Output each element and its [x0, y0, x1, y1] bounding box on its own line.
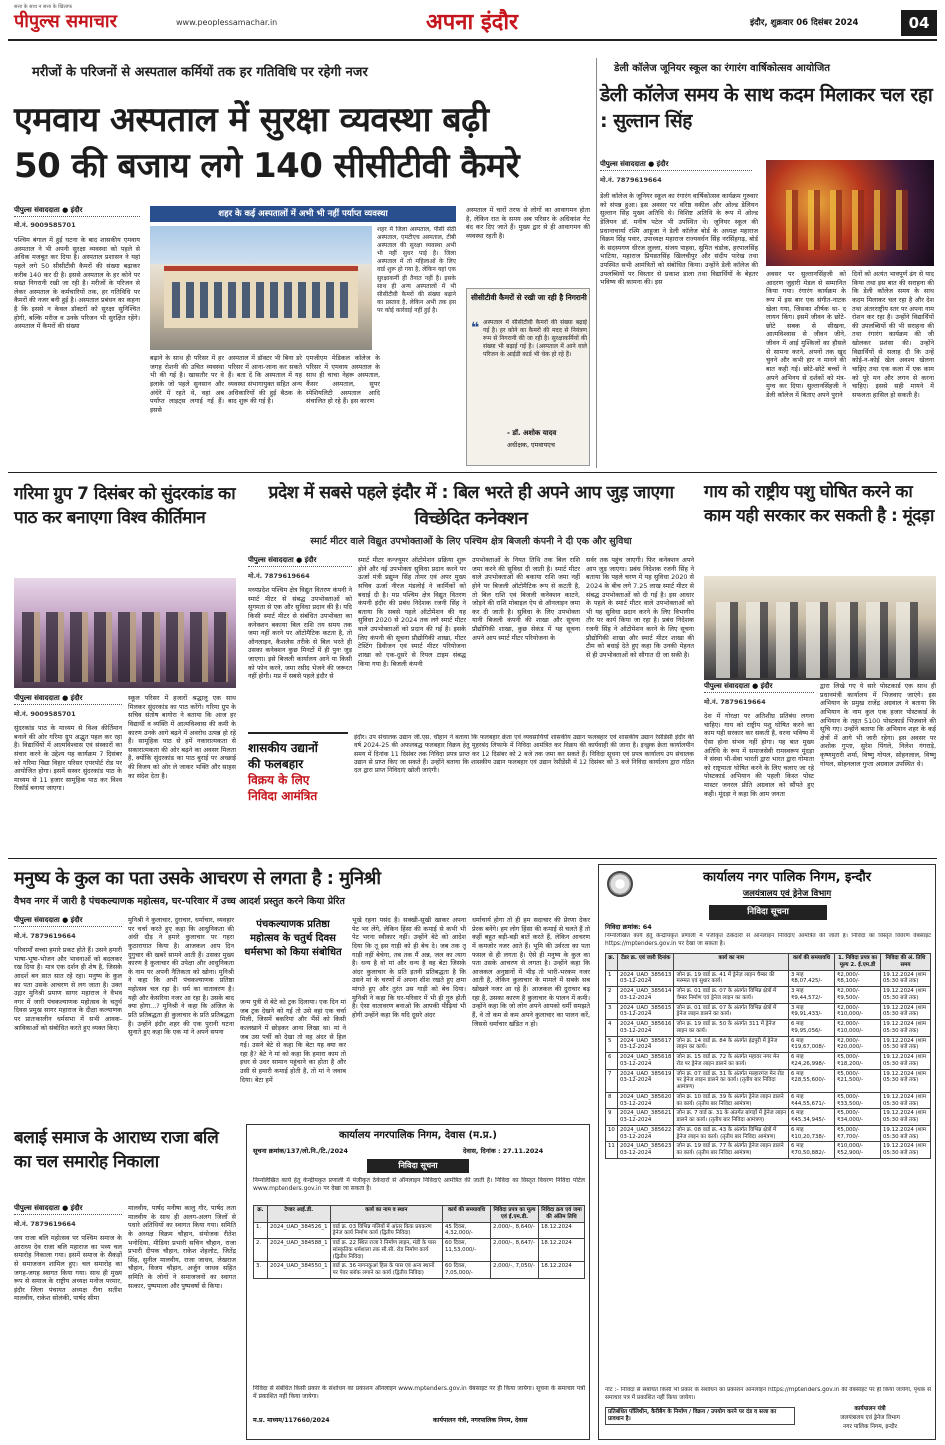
bill-subhead: स्मार्ट मीटर वाले विद्युत उपभोक्ताओं के लिए पश्चिम क्षेत्र बिजली कंपनी ने दी एक और सुविधा	[310, 536, 632, 547]
muni-column-1: परिवार्मों सच्चा हमारे प्रकट होते हैं। उसने हमारी भाषा-भूषा-भोजन और भावनाओं को बदलकर रख दिया है। मात्र एक दर्शन ही शेष है, जिसके आदर्श बन सात सात रहे रहा। मनुष्य के कुल का पता उसके आचरण से लग जाता है। उक्त उद्गार मुनिश्री प्रमाण सागर महाराज ने वैभव नगर में जारी पंचकल्याणक महोत्सव के चतुर्थ दिवस प्रमुख सागर महाराज के दीक्षा कल्याणक पर प्रातःकालीन धर्मसभा में सभी आवक-श्राविकाओं को संबोधित करते हुए व्यक्त किए।	[14, 946, 122, 1032]
lead-subhead: शहर के कई अस्पतालों में अभी भी नहीं पर्याप्त व्यवस्था	[150, 206, 456, 222]
imc-column-header: क्र.	[606, 954, 618, 971]
lead-side-text: शहर में जिला अस्पताल, पीसी सेठी अस्पताल, एमटीएच अस्पताल, टीबी अस्पताल की सुरक्षा व्यवस्था अभी भी नहीं सुधर पाई है। जिला अस्पताल में तो महिलाओं के लिए वार्ड शुरू हो गया है, लेकिन यहां एक सुरक्षाकर्मी ही तैनात नहीं है। इसके साथ ही अन्य अस्पतालों में भी सीसीटीवी कैमरों की संख्या बढ़ाने का प्रस्ताव है, लेकिन अभी तक इस पर कोई कार्रवाई नहीं हुई है।	[377, 226, 456, 314]
imc-table-cell: 6 माह ₹9,95,056/-	[789, 1020, 835, 1037]
imc-title: कार्यालय नगर पालिक निगम, इन्दौर	[702, 870, 872, 885]
imc-table-cell: जोन क्र. 01 वार्ड क्र. 07 के अंतर्गत विभिन्न क्षेत्रों में ड्रेनेज लाइन डालने का कार्य।	[674, 1003, 789, 1020]
bali-headline: बलाई समाज के आराध्य राजा बलि का चल समारोह निकाला	[14, 1128, 219, 1172]
quote-title: सीसीटीवी कैमरों से रखी जा रही है निगरानी	[471, 293, 587, 302]
imc-table-cell: 2024_UAD_385622 03-12-2024	[618, 1125, 674, 1142]
dewas-column-header: कार्य का नाम व स्थान	[330, 1206, 442, 1223]
muni-column-2: मुनिश्री ने कुलाचार, दुराचार, धर्माचार, व्यवहार पर चर्चा करते हुए कहा कि आधुनिकता की अंधी दौड़ ने हमारे कुलाचार पर गहरा कुठाराघात किया है। आजकल आप दिन दुगुचार की खबरें सामने आती हैं। उसका मुख्य कारण है कुलाचार की उपेक्षा और आधुनिकता के नाम पर अपनी नैतिकता को खोना। मुनिश्री ने कहा कि अभी पंचकल्याणक प्रतिष्ठा महोत्सव चल रहा है। धर्म का वातावरण है। यही और केसरिया नजर आ रहा है। उसके बाद क्या होगा...? मुनिश्री ने कहा कि अंजिल के प्रति प्रतिबद्धता ही कुलाचार के प्रति प्रतिबद्धता है। उन्होंने इंदौर शहर की एक पुरानी घटना सुनाते हुए कहा कि एक मां ने अपने सपना	[128, 916, 234, 1037]
dewas-table-cell: 2024_UAD_384526_1	[268, 1222, 331, 1239]
dewas-band: निविदा सूचना	[367, 1159, 469, 1173]
bill-column-2: स्मार्ट मीटर कन्ज्यूमर ऑटोमेशन प्रक्रिया शुरू होने और नई उपभोक्ता सुविधा प्रदान करने पर ऊर्जा मंत्री प्रद्युम्न सिंह तोमर एवं अपर मुख्य सचिव ऊर्जा नीरज मंडलोई ने कार्मिकों को बधाई दी है। मप्र पश्चिम क्षेत्र विद्युत वितरण कंपनी इंदौर की प्रबंध निदेशक रजनी सिंह ने बताया कि सबसे पहले ऑटोमेशन की यह सुविधा 2020 से 2024 तक लगे स्मार्ट मीटर वाले उपभोक्ताओं को प्रदान की गई है। इसके लिए कंपनी की सूचना प्रौद्योगिकी शाखा, मीटर टेस्टिंग डिवीजन एवं स्मार्ट मीटर परियोजना शाखा को एक-दूसरे से रियल टाइम संबद्ध किया गया है। बिजली कंपनी	[358, 556, 466, 668]
imc-emblem-icon	[607, 871, 633, 897]
imc-table-cell: ₹5,000/- ₹18,200/-	[835, 1053, 881, 1070]
imc-table-cell: 19.12.2024 (शाम 05:30 बजे तक)	[881, 1053, 931, 1070]
cow-byline: पीपुल्स संवाददाता ● इंदौर	[704, 682, 814, 693]
imc-table-cell: 2024_UAD_385620 03-12-2024	[618, 1092, 674, 1109]
dance-photo	[766, 160, 934, 266]
logo-tagline: सत्ता के साथ न सत्ता के खिलाफ	[14, 4, 73, 10]
bali-mobile: मो.नं. 7879619664	[14, 1220, 76, 1228]
imc-table-row	[606, 1109, 931, 1126]
lead-story	[12, 56, 592, 470]
imc-table-row	[606, 1020, 931, 1037]
daly-story	[598, 56, 936, 470]
dewas-table-cell: 1.	[254, 1222, 268, 1239]
bill-mobile: मो.नं. 7879619664	[248, 572, 310, 580]
imc-table-cell: जोन क्र. 14 वार्ड क्र. 84 के अंतर्गत इंद्रपुरी में ड्रेनेज लाइन का कार्य।	[674, 1036, 789, 1053]
imc-column-header: कार्य की समयावधि	[789, 954, 835, 971]
imc-table-cell: जोन क्र. 08 वार्ड क्र. 43 के अंतर्गत विभिन्न क्षेत्रों में ड्रेनेज लाइन का कार्य। (तृतीय बार निविदा आमंत्रण)	[674, 1125, 789, 1142]
dewas-table	[253, 1205, 585, 1279]
imc-table-cell: 6 माह ₹44,55,671/-	[789, 1092, 835, 1109]
imc-table-cell: 9	[606, 1109, 618, 1126]
imc-table-cell: 3 माह ₹9,44,572/-	[789, 987, 835, 1004]
dewas-table-cell: 2024_UAD_384550_1	[268, 1262, 331, 1279]
horticulture-line-2: की फलबहार	[248, 757, 304, 771]
imc-table-cell: 5	[606, 1036, 618, 1053]
imc-table-cell: 6 माह ₹24,26,998/-	[789, 1053, 835, 1070]
imc-column-header: कार्य का नाम	[674, 954, 789, 971]
bali-column-2: मालवीय, पार्षद मनीषा कालु गौर, पार्षद लता मालवीय के साथ ही अलग-अलग जिलों से पधारे अतिथियों का स्वागत किया गया। समिति के अध्यक्ष विक्रम चौहान, संयोजक रीतेश भनोदिया, मीडिया प्रभारी सचिन चौहान, राजा प्रभारी दीपक चौहान, राकेश शेहलोट, जितेंद्र सिंह, सुनील मालवीय, राजा जाधव, लेखराज चौहान, विजय चौहान, अर्जुन जाधव सहित समिति के लोगों ने समाजजनों का स्वागत सत्कार, पुष्पमाला और पुष्पवर्षा से किया।	[128, 1204, 236, 1290]
daly-column-3: दिनों को अत्यंत भावपूर्ण ढंग से याद किया तथा इस बात की सराहना की कि डेली कॉलेज समय के साथ कदम मिलाकर चल रहा है और देश तथा अंतरराष्ट्रीय स्तर पर अपना नाम रोशन कर रहा है। उन्होंने विद्यार्थियों की उपलब्धियों की भी सराहना की तथा रंगारंग कार्यक्रम की जी खोलकर प्रशंसा की। उन्होंने विद्यार्थियों से सलाह दी कि उन्हें कोई-न-कोई खेल अवश्य खेलना चाहिए तथा एक कला में एक काम को पूरे मन और लगन से करना चाहिए। इससे सही मायने में सफलता हासिल हो सकती है।	[852, 270, 934, 399]
imc-column-header: टेंडर क्र. एवं जारी दिनांक	[618, 954, 674, 971]
dewas-table-cell: 2.	[254, 1239, 268, 1262]
imc-table-cell: 2024_UAD_385621 03-12-2024	[618, 1109, 674, 1126]
bill-column-3: उपभोक्ताओं के नियत तिथि तक बिल राशि जमा करने की सुविधा दी जाती है। स्मार्ट मीटर वाले उपभोक्ताओं की बकाया राशि जमा नहीं होने पर बिजली ऑटोमैटिक रूप से कटती है, तो बिल राशि एवं बिजली कनेक्शन काटने, जोड़ने की राशि मोबाइल ऐप से ऑनलाइन जमा कर दी जाती है। सुविधा के लिए उपभोक्ता यानी बिजली कंपनी की शाखा और सूचना प्रौद्योगिकी शाखा, कुछ सेकंड में यह सूचना अपने आप स्मार्ट मीटर परियोजना के	[472, 556, 580, 642]
dewas-column-header: निविदा प्रपत्र का मूल्य एवं ई.एम.डी.	[491, 1206, 539, 1223]
imc-table-cell: 19.12.2024 (शाम 05:30 बजे तक)	[881, 1109, 931, 1126]
lead-headline-1: एमवाय अस्पताल में सुरक्षा व्यवस्था बढ़ी	[14, 100, 489, 140]
imc-table-cell: 6	[606, 1053, 618, 1070]
bali-story	[12, 1124, 238, 1440]
imc-table-cell: 3 माह ₹9,91,433/-	[789, 1003, 835, 1020]
dewas-table-cell: 3.	[254, 1262, 268, 1279]
lead-column-5: अस्पताल में चारों तरफ से लोगों का आवागमन होता है, लेकिन रात के समय अब परिसर के अधिकांश गेट बंद कर दिए जाते हैं। मुख्य द्वार से ही आवागमन की व्यवस्था रहती है।	[466, 206, 590, 240]
lead-column-3: अस्पताल में डॉक्टर भी बिना डरे परिसर में आना-जाना कर सकते हैं। बता दें कि अस्पताल में यह व्यवस्था संभागायुक्त सहित अन्य अधिकारियों की हुई बैठक के बाद शुरू की गई है।	[228, 354, 302, 406]
bali-column-1: जय राजा बलि महोत्सव पर पश्चिम समाज के आराध्य देव राजा बलि महाराज का भव्य चल समारोह निकाला गया। इसमें समाज के सैकड़ों से समाजजन शामिल हुए। चल समारोह का जगह-जगह स्वागत किया गया। साथ ही मुख्य रूप से समाज के राष्ट्रीय अध्यक्ष मनोज परमार, इंदौर जिला पंचायत अध्यक्ष रीना सतीश मालवीय, राकेश सोलंकी, पार्षद सीमा	[14, 1234, 122, 1303]
dewas-table-row	[254, 1262, 585, 1279]
imc-warning: प्रतिबंधित पॉलिथीन, कैरीबैग के निर्माण / विक्रय / उपयोग करने पर दंड व सजा का प्रावधान है।	[605, 1407, 795, 1425]
imc-table-row	[606, 1003, 931, 1020]
masthead-rule	[8, 39, 937, 41]
imc-table-cell: जोन क्र. 19 वार्ड क्र. 77 के अंतर्गत ड्रेनेज लाइन डालने का कार्य। (तृतीय बार निविदा आमंत्रण)	[674, 1142, 789, 1159]
dewas-column-header: टेण्डर आई.डी.	[268, 1206, 331, 1223]
column-divider	[596, 58, 597, 468]
imc-table-cell: 2024_UAD_385617 03-12-2024	[618, 1036, 674, 1053]
daly-mobile: मो.नं. 7879619664	[600, 176, 662, 184]
imc-table-cell: 19.12.2024 (शाम 05:30 बजे तक)	[881, 1069, 931, 1092]
stage-dancers	[786, 190, 916, 250]
muni-byline: पीपुल्स संवाददाता ● इंदौर	[14, 916, 122, 927]
muni-column-3: जन्म पुत्री से बेटे को ट्रक दिलाया। एक दिन मां जब ट्रक देखने को गई तो उसे वहां एक चर्चा मिली, जिसमें बकरियां और भैंसें को किसी कत्लखाने में छोड़कर आना लिखा था। मां ने जब उस पर्ची को देखा तो वह अंदर से हिल गई। उसने बेटे से कहा कि बेटा यह क्या कर रहा है? बेटे ने मां को कहा कि हमारा काम तो इधर से उधर सामान पहुंचाने का होता है और उसी से हमारी कमाई होती है, तो मां ने जवाब दिया। बेटा हमें	[240, 998, 346, 1084]
imc-table-cell: ₹2,000/- ₹20,000/-	[835, 1036, 881, 1053]
quote-author: - डॉ. अशोक यादव	[507, 429, 557, 437]
imc-table-row	[606, 1092, 931, 1109]
imc-signature-2: जलयंत्रालय एवं ड्रेनेज विभाग	[840, 1415, 900, 1421]
muni-story	[12, 862, 590, 1116]
dewas-table-cell: 45 दिवस, 4,32,000/-	[443, 1222, 491, 1239]
imc-table-cell: 19.12.2024 (शाम 05:30 बजे तक)	[881, 1036, 931, 1053]
cow-mobile: मो.नं. 7879619664	[704, 698, 766, 706]
dewas-table-cell: 2,000/-, 7,050/-	[491, 1262, 539, 1279]
indore-tender-notice	[598, 864, 936, 1440]
cow-column-1: देश में गोरक्षा पर अतिशीघ्र प्रतिबंध लगना चाहिए। गाय को राष्ट्रीय पशु घोषित करने का काम यही सरकार कर सकती है, वरना भविष्य में ऐसा होना संभव नहीं होगा। यह बात मुख्य अतिथि के रूप में समाजसेवी रामस्वरूप मूंदड़ा ने संस्था भी-सेवा भारती द्वारा भारत द्वारा गोमाता को राष्ट्रमाता घोषित करने के लिए चलाए जा रहे पोस्टकार्ड अभियान की पहली किस्त पोस्ट मास्टर जनरल प्रीति अग्रवाल को सौंपते हुए कही। मूंदड़ा ने कहा कि आम जनता	[704, 712, 814, 798]
dewas-ref-no: सूचना क्रमांक/137/लो.नि./टि./2024	[253, 1147, 348, 1155]
dewas-title: कार्यालय नगरपालिक निगम, देवास (म.प्र.)	[339, 1130, 497, 1141]
imc-signature-1: कार्यपालन यंत्री	[854, 1406, 886, 1412]
imc-table-cell: जोन क्र. 10 वार्ड क्र. 39 के अंतर्गत ड्रेनेज लाइन डालने का कार्य। (तृतीय बार निविदा आमंत्रण)	[674, 1092, 789, 1109]
muni-column-5: धर्माचार्य होगा तो ही हम सदाचार की प्रेरणा देकर प्रेरक बनेंगे। हम लोग हिंसा की कमाई से चलते हैं तो कहीं बहुत बड़ी-बड़ी बातें करते हैं, लेकिन आचरण में कमजोर नजर आते हैं। भूमि की उर्वरता का पता फसल से ही लगता है। ऐसे ही मनुष्य के कुल का पता उसके आचरण से लगता है। उन्होंने कहा कि आजकल अनुष्ठानों में भीड़ तो भारी-भरकम नजर आती है, लेकिन कुलाचार के मामले में सबके सब खोखले नजर आ रहे हैं। आजकल की दुराचार बढ़ रहा है, उसका कारण है कुलाचार के पालन में कमी। उन्होंने कहा कि जो लोग अपने आपको धर्मी समझते हैं, वे तो कम से कम अपने कुलाचार का पालन करें, जिससे धर्माचार खंडित न हो।	[472, 916, 590, 1028]
imc-table-header	[606, 954, 931, 971]
garima-headline: गरिमा ग्रुप 7 दिसंबर को सुंदरकांड का पाठ कर बनाएगा विश्व कीर्तिमान	[14, 484, 236, 528]
garima-byline: पीपुल्स संवाददाता ● इंदौर	[14, 694, 122, 705]
dewas-ref-date: देवास, दिनांक : 27.11.2024	[463, 1147, 544, 1155]
section-rule-2	[8, 858, 937, 859]
dewas-table-wrap	[253, 1205, 585, 1279]
imc-table-cell: 2024_UAD_385619 03-12-2024	[618, 1069, 674, 1092]
cow-column-2: द्वारा लिखे गए ये सारे पोस्टकार्ड एक साथ ही प्रधानमंत्री कार्यालय में भिजवाए जाएंगे। इस अभियान के प्रमुख राजेंद्र अग्रवाल ने बताया कि अभियान के नाम कुल एक हजार पोस्टकार्ड के अभियान के तहत 5100 पोस्टकार्ड भिजवाने की सूचि गए। उन्होंने बताया कि अभियान शहर के कई क्षेत्रों में आगे भी जारी रहेगा। इस अवसर पर अशोक गुप्ता, सुरेश पिंगले, निलेश गंगराड़े, कृष्णमुरारी शर्मा, विष्णु गोयल, सोहनलाल, विष्णु गोयल, सोहनलाल गुप्ता अग्रवाल उपस्थित थे।	[820, 682, 936, 768]
muni-subhead: वैभव नगर में जारी है पंचकल्याणक महोत्सव, घर-परिवार में उच्च आदर्श प्रस्तुत करने किया प्रेरित	[14, 896, 345, 907]
horticulture-line-1: शासकीय उद्यानों	[248, 741, 318, 755]
imc-table-cell: 8	[606, 1092, 618, 1109]
dewas-table-cell: 2024_UAD_384588_1	[268, 1239, 331, 1262]
dewas-column-header: निविदा क्रय एवं जमा की अंतिम तिथि	[539, 1206, 585, 1223]
dewas-column-header: कार्य की समयावधि	[443, 1206, 491, 1223]
imc-table-row	[606, 1036, 931, 1053]
bill-story	[246, 476, 694, 856]
imc-table-cell: 19.12.2024 (शाम 05:30 बजे तक)	[881, 987, 931, 1004]
newspaper-logo: पीपुल्स समाचार	[14, 11, 117, 32]
daly-column-2: अवसर पर सुल्तानसिंहजी को आदरण जुहारी मेडल से सम्मानित किया गया। रंगारंग कार्यक्रम के रूप में इस बार एक संगीत-नाटक खेला गया, जिसका शीर्षक था- द लायन किंग। इसमें जीवन के छोटे-छोटे सबक से सीखना, आत्मविश्वास से जीवन जीने, जीवन में आई मुश्किलों का हौसले से सामना करने, अपनों तक खुद चुनने और कभी हार न मानने की बात कही गई। छोटे-छोटे बच्चों ने अपने अभिनय से दर्शकों को मंत्र-मुग्ध कर दिया। सुल्तानसिंहजी ने डेली कॉलेज में बिताए अपने पुराने	[766, 270, 846, 399]
imc-table-cell: 2024_UAD_385613 03-12-2024	[618, 970, 674, 987]
lead-kicker: मरीजों के परिजनों से अस्पताल कर्मियों तक हर गतिविधि पर रहेगी नजर	[32, 65, 368, 80]
imc-table-cell: जोन क्र. 07 वार्ड क्र. 31 के अंतर्गत मल्हारगंज मेन रोड पर ड्रेनेज लाइन डालने का कार्य। (तृतीय बार निविदा आमंत्रण)	[674, 1069, 789, 1092]
imc-table-cell: 10	[606, 1125, 618, 1142]
muni-column-4: भूखे रहना पसंद है। सक्खी-सूखी खाकर अपना पेट भर लेंगे, लेकिन हिंसा की कमाई से कभी भी पेट भरना स्वीकार नहीं। उन्होंने बेटे को आदेश दिया कि तू इस गाड़ी को ही बेच दे। जब तक तू गाड़ी नहीं बेचेगा, तब तक मैं अन्न, जल का त्याग है। धन्य है वो मां और धन्य है वह बेटा जिसके अंदर कुलाचार के प्रति इतनी प्रतिबद्धता है कि उसने मां के चरणों में अपना शीश रखते हुए क्षमा मांगते हुए और तुरंत उस गाड़ी को बेच दिया। मुनिश्री ने कहा कि घर-परिवार में भी ही गुरु होती है। ऐसा वातावरण बनाओ कि आपकी पीढ़ियां भी होगी उन्होंने कहा कि यदि दूसरे अंदर	[352, 916, 466, 1020]
dewas-tender-notice	[246, 1124, 590, 1440]
imc-dept: जलयंत्रालय एवं ड्रेनेज विभाग	[742, 889, 832, 899]
dewas-footer: निविदा से संबंधित किसी प्रकार के संशोधन का प्रकाशन ऑनलाइन www.mptenders.gov.in वेबसाइट पर ही किया जायेगा। सूचना के समाचार पत्रों में प्रकाशित नहीं किया जायेगा।	[253, 1385, 585, 1401]
dewas-table-row	[254, 1222, 585, 1239]
imc-table-cell: ₹10,000/- ₹52,900/-	[835, 1142, 881, 1159]
imc-table-cell: 6 माह ₹45,34,945/-	[789, 1109, 835, 1126]
award-people	[716, 602, 924, 678]
imc-table-cell: 6 माह ₹28,55,600/-	[789, 1069, 835, 1092]
imc-table-cell: 19.12.2024 (शाम 05:30 बजे तक)	[881, 1142, 931, 1159]
dewas-table-cell: 60 दिवस, 7,05,000/-	[443, 1262, 491, 1279]
imc-table-cell: ₹5,000/- ₹21,500/-	[835, 1069, 881, 1092]
imc-table-cell: जोन क्र. 19 वार्ड क्र. 41 में ड्रेनेज़ लाइन चैम्बर की मरम्मत एवं सुधार कार्य।	[674, 970, 789, 987]
dewas-intro: निम्नलिखित कार्य हेतु केन्द्रीयकृत प्रणाली में पंजीकृत ठेकेदारों से ऑनलाइन निविदाएं आमंत्रित की जाती है। निविदा का विस्तृत विवरण निविदा पोर्टल www.mptenders.gov.in पर देखा जा सकता है।	[253, 1177, 585, 1193]
dewas-footer-left: म.प्र. माध्यम/117660/2024	[253, 1417, 330, 1424]
dewas-table-cell: 18.12.2024	[539, 1262, 585, 1279]
imc-table-cell: 19.12.2024 (शाम 05:30 बजे तक)	[881, 1020, 931, 1037]
dewas-footer-right: कार्यपालन यंत्री, नगरपालिक निगम, देवास	[433, 1417, 528, 1424]
imc-notice-no: निविदा क्रमांक: 64	[605, 923, 652, 931]
horticulture-line-3: विक्रय के लिए	[248, 773, 310, 787]
section-rule-1	[8, 472, 937, 473]
imc-table-cell: ₹2,000/- ₹8,100/-	[835, 970, 881, 987]
page-number: 04	[901, 10, 937, 36]
imc-table-cell: 2024_UAD_385623 03-12-2024	[618, 1142, 674, 1159]
imc-table-row	[606, 1069, 931, 1092]
muni-callout: पंचकल्याणक प्रतिष्ठा महोत्सव के चतुर्थ दिवस धर्मसभा को किया संबोधित	[244, 919, 342, 958]
lead-headline-2: 50 की बजाय लगे 140 सीसीटीवी कैमरे	[14, 146, 520, 186]
imc-band: निविदा सूचना	[709, 905, 827, 920]
lead-column-2: बढ़ाने के साथ ही परिसर में हर जगह रोशनी की उचित व्यवस्था भी की गई है। खासतौर पर वे इलाके जो पहले सुनसान और अंधेरे में रहते थे, वहां अब पर्याप्त लाइट्स लगाई गई हैं। इससे	[150, 354, 224, 414]
hospital-windows	[172, 282, 350, 318]
imc-table-cell: 6 माह ₹70,50,882/-	[789, 1142, 835, 1159]
garima-column-1: सुंदरकांड पाठ के माध्यम से विश्व कीर्तिमान बनाने की ओर गरिमा ग्रुप अद्भुत पहल कर रहा है। विद्यार्थियों में आत्मविश्वास एवं संस्कारों का संचार करने के उद्देश्य यह कार्यक्रम 7 दिसंबर को गरिमा विद्या विहार परिसर एयरपोर्ट रोड पर आयोजित होगा। इसमें सस्वर सुंदरकांड पाठ के माध्यम से 11 हजार सामूहिक पाठ कर विश्व रिकॉर्ड बनाया जाएगा।	[14, 724, 122, 793]
imc-table-cell: जोन क्र. 19 वार्ड क्र. 50 के अंतर्गत 311 में ड्रेनेज लाइन का कार्य।	[674, 1020, 789, 1037]
imc-table-cell: 3 माह ₹8,07,425/-	[789, 970, 835, 987]
imc-table-cell: ₹5,000/- ₹34,000/-	[835, 1109, 881, 1126]
imc-footer-note: नोट :- निविदा से संबंधित किसी भी प्रकार के संशोधन का प्रकाशन ऑनलाइन https://mptenders.gov.in की वेबसाइट पर ही किया जायेगा, पृथक से समाचार पत्र में प्रकाशित नहीं किया जायेगा।	[605, 1387, 931, 1401]
imc-table-row	[606, 970, 931, 987]
imc-table-cell: ₹5,000/- ₹7,700/-	[835, 1125, 881, 1142]
lead-column-4: एमजीएम मेडिकल कॉलेज के परिसर में एमवाय अस्पताल के साथ ही चाचा नेहरू अस्पताल, कैंसर अस्पताल, सुपर स्पेशियलिटी अस्पताल आदि संचालित हो रहे हैं। इस कारण	[306, 354, 380, 406]
lead-column-1: पश्चिम बंगाल में हुई घटना के बाद शासकीय एमवाय अस्पताल ने भी अपनी सुरक्षा व्यवस्था को पहले से अधिक मजबूत कर दिया है। अस्पताल प्रशासन ने यहां पहले लगे 50 सीसीटीवी कैमरों की संख्या बढ़ाकर करीब 140 कर दी है। इससे अस्पताल के हर कोने पर सख्त निगरानी रखी जा रही है। मरीजों के परिजन से लेकर अस्पताल के कर्मचारियों तक, हर गतिविधि पर कैमरों की नजर बनी हुई है। अस्पताल प्रबंधन का कहना है कि इससे न केवल डॉक्टरों को सुरक्षा सुनिश्चित होगी, बल्कि मरीज व उनके परिजन भी सुरक्षित रहेंगे। अस्पताल में कैमरों की संख्या	[14, 236, 140, 331]
imc-table-cell: 6 माह ₹10,20,738/-	[789, 1125, 835, 1142]
imc-column-header: निविदा की अं. तिथि समय	[881, 954, 931, 971]
imc-table-cell: 2024_UAD_385615 03-12-2024	[618, 1003, 674, 1020]
daly-column-1: डेली कॉलेज के जूनियर स्कूल का रंगारंग वार्षिकोत्सव कार्यक्रम गुरुवार को संपन्न हुआ। इस अवसर पर वरिष्ठ वकील और ओल्ड डेलियन सुल्तान सिंह मुख्य अतिथि थे। विशिष्ट अतिथि के रूप में ओल्ड डेलियन डॉ. मनीष पटेल भी उपस्थित थे। जूनियर स्कूल की प्रधानाचार्या रश्मि आहूजा ने डेली कॉलेज बोर्ड के अध्यक्ष महाराज विक्रम सिंह पवार, उपाध्यक्ष महाराज राज्यवर्धन सिंह नरसिंहगढ़, बोर्ड के सदस्यगण धीरज लुल्ला, संजय पाहवा, सुमित चंडोक, हरपालसिंह भाटिया, महाराज प्रियव्रतसिंह खिलचीपुर और संदीप पारेख तथा उपस्थित सभी आमंत्रितों को संबोधित किया। उन्होंने डेली कॉलेज की उपलब्धियों पर विस्तार से प्रकाश डाला तथा विद्यार्थियों के बेहतर भविष्य की कामना की। इस	[600, 192, 758, 287]
daly-kicker: डेली कॉलेज जूनियर स्कूल का रंगारंग वार्षिकोत्सव आयोजित	[614, 63, 830, 74]
imc-table-row	[606, 1125, 931, 1142]
dewas-table-cell: वार्ड क्र. 22 स्थित राजा रे निर्माण लाइन, मंडी के पास सांस्कृतिक धर्मशाला तक सी.सी. रोड निर्माण कार्य (द्वितीय निविदा)	[330, 1239, 442, 1262]
imc-table-cell: 19.12.2024 (शाम 05:30 बजे तक)	[881, 1125, 931, 1142]
dateline: इंदौर, शुक्रवार 06 दिसंबर 2024	[750, 18, 859, 28]
imc-table-cell: 11	[606, 1142, 618, 1159]
imc-table-cell: 2024_UAD_385616 03-12-2024	[618, 1020, 674, 1037]
imc-intro: निम्नलिखित कार्य हेतु केन्द्रीयकृत प्रणाली में पंजीकृत ठेकेदारों से ऑनलाइन निविदाएं आमंत्रित की जाती हैं। निविदा का विस्तृत विवरण वेबसाइट https://mptenders.gov.in पर देखा जा सकता है।	[605, 933, 931, 947]
imc-table-cell: 2024_UAD_385618 03-12-2024	[618, 1053, 674, 1070]
dewas-table-cell: वार्ड क्र. 03 विभिन्न गलियों में आंतर किक प्रयकरण ड्रेनेज कार्य निर्माण कार्य (द्वितीय निविदा)	[330, 1222, 442, 1239]
imc-table-body	[606, 970, 931, 1158]
dewas-table-cell: 18.12.2024	[539, 1222, 585, 1239]
dewas-table-header	[254, 1206, 585, 1223]
imc-table-cell: जोन क्र. 7 वार्ड क्र. 31 के अंतर्गत बांगड़ों में ड्रेनेज लाइन डालने का कार्य। (तृतीय बार निविदा आमंत्रण)	[674, 1109, 789, 1126]
imc-table-row	[606, 1053, 931, 1070]
imc-table-wrap	[605, 953, 931, 1159]
lead-byline: पीपुल्स संवाददाता ● इंदौर	[14, 206, 140, 217]
daly-byline: पीपुल्स संवाददाता ● इंदौर	[600, 160, 752, 171]
imc-table-cell: ₹2,000/- ₹9,500/-	[835, 987, 881, 1004]
garima-mobile: मो.नं. 9009585701	[14, 710, 76, 718]
imc-table-cell: 19.12.2024 (शाम 05:30 बजे तक)	[881, 1092, 931, 1109]
dewas-table-cell: वार्ड क्र. 36 नागनकुआं हिल के पास एवं अन्य स्थानों पर पेवर ब्लॉक लगाने का कार्य (द्वितीय निविदा)	[330, 1262, 442, 1279]
lead-quote-box	[466, 288, 590, 466]
cow-photo	[704, 576, 936, 680]
quote-text: अस्पताल में सीसीटीवी कैमरों की संख्या बढ़ाई गई है। हर कोने का कैमरों की मदद से नियंत्रण रूम से निगरानी की जा रही है। सुरक्षाकर्मियों की संख्या भी बढ़ाई गई है। (अस्पताल में आने वाले परिजन के आईडी कार्ड भी चेक हो रहे हैं।	[483, 319, 587, 359]
dewas-table-cell: 2,000/-, 8,647/-	[491, 1239, 539, 1262]
imc-table-cell: 19.12.2024 (शाम 05:30 बजे तक)	[881, 1003, 931, 1020]
muni-mobile: मो.नं. 7879619664	[14, 932, 76, 940]
imc-signature-3: नगर पालिक निगम, इन्दौर	[843, 1424, 897, 1430]
daly-headline: डेली कॉलेज समय के साथ कदम मिलाकर चल रहा : सुल्तान सिंह	[600, 84, 933, 132]
masthead	[8, 4, 937, 42]
imc-table	[605, 953, 931, 1159]
bill-byline: पीपुल्स संवाददाता ● इंदौर	[248, 556, 352, 567]
dewas-table-cell: 18.12.2024	[539, 1239, 585, 1262]
garima-photo	[14, 578, 236, 688]
imc-table-cell: ₹5,000/- ₹33,500/-	[835, 1092, 881, 1109]
horticulture-line-4: निविदा आमंत्रित	[248, 789, 318, 803]
hospital-photo	[150, 226, 372, 350]
garima-story	[12, 476, 238, 856]
garima-column-2: स्कूल परिसर में हजारों श्रद्धालु एक साथ मिलकर सुंदरकांड का पाठ करेंगे। गरिमा ग्रुप के सचिव संतोष बागोरा ने बताया कि आज हर विद्यार्थी व व्यक्ति में आत्मविश्वास की कमी के कारण उनके आगे बढ़ने में अवरोध उत्पन्न हो रहे हैं। सामूहिक पाठ से हमें नकारात्मकता से सकारात्मकता की ओर बढ़ने का अवसर मिलता है, क्योंकि सुंदरकांड का पाठ बुराई पर अच्छाई की विजय को ओर ले जाकर भक्ति और साहस का संदेश देता है।	[128, 694, 236, 780]
imc-table-cell: 19.12.2024 (शाम 05:30 बजे तक)	[881, 970, 931, 987]
cow-story	[702, 476, 936, 856]
group-people	[22, 612, 228, 682]
dewas-table-cell: 60 दिवस, 11,53,000/-	[443, 1239, 491, 1262]
horticulture-notice-text: इंदौर। उप संचालक उद्यान जी.एस. चौहान ने बताया कि फलबहार क्रेता एवं व्यवसायियों शासकीय उद्यान फलबहार एवं शासकीय उद्यान रेसीडेंसी इंदौर की वर्ष 2024-25 की अफलबद्ध फलबहार विक्रय हेतु मुहरबंद लिफाफे में निविदा आमंत्रित कर विक्रय की कार्यवाही की जाना है। इच्छुक क्रेता कार्यालयीन समय में दिनांक 11 दिसंबर तक निविदा प्रपत्र प्राप्त कर 12 दिसंबर को 2 बजे तक जमा कर सकते हैं। निविदा सूचना एवं प्रपत्र कार्यालय उप संचालक उद्यान से प्राप्त किए जा सकते हैं। उन्होंने बताया कि शासकीय उद्यान फलबहार एवं उद्यान रेसीडेंसी में 12 दिसंबर को 3 बजे निविदा कार्यालय द्वारा गठित दल द्वारा प्राप्त निविदाएं खोली जाएंगी।	[354, 734, 694, 775]
imc-table-cell: 6 माह ₹19,67,008/-	[789, 1036, 835, 1053]
quote-role: अधीक्षक, एमवायएच	[507, 441, 555, 449]
imc-column-header: 1. निविदा प्रपत्र का मूल्य 2. ई.एम.डी	[835, 954, 881, 971]
dewas-table-body	[254, 1222, 585, 1278]
imc-table-row	[606, 1142, 931, 1159]
imc-table-cell: 2024_UAD_385614 03-12-2024	[618, 987, 674, 1004]
bill-headline: प्रदेश में सबसे पहले इंदौर में : बिल भरते ही अपने आप जुड़ जाएगा विच्छेदित कनेक्शन	[268, 483, 674, 529]
dewas-table-cell: 2,000/-, 8,640/-	[491, 1222, 539, 1239]
imc-table-cell: ₹2,000/- ₹10,000/-	[835, 1003, 881, 1020]
website-url[interactable]: www.peoplessamachar.in	[176, 18, 278, 27]
dewas-table-row	[254, 1239, 585, 1262]
imc-table-cell: जोन क्र. 15 वार्ड क्र. 72 के अंतर्गत महावर नगर मेन रोड पर ड्रेनेज लाइन डालने का कार्य।	[674, 1053, 789, 1070]
muni-headline: मनुष्य के कुल का पता उसके आचरण से लगता है : मुनिश्री	[14, 868, 381, 889]
imc-table-row	[606, 987, 931, 1004]
imc-table-cell: 2	[606, 987, 618, 1004]
imc-table-cell: 3	[606, 1003, 618, 1020]
imc-table-cell: 7	[606, 1069, 618, 1092]
imc-table-cell: 1	[606, 970, 618, 987]
quote-mark-icon: ❝	[471, 320, 480, 336]
bill-column-1: मध्यप्रदेश पश्चिम क्षेत्र विद्युत वितरण कंपनी ने स्मार्ट मीटर से संबद्ध उपभोक्ताओं को सुगमता से एक और सुविधा प्रदान की है। यदि किसी स्मार्ट मीटर से संबंधित उपभोक्ता का कनेक्शन बकाया बिल राशि तय समय तक जमा नहीं करने पर ऑटोमैटिक कटता है, तो ऑनलाइन, कैशलेस तरीके से बिल भरते ही उसका कनेक्शन कुछ मिनटों में ही पुनः जुड़ जाएगा। इसे बिजली कार्यालय आने या किसी को फोन करने, जमा रसीद भेजने की जरूरत नहीं होगी। मप्र में सबसे पहले इंदौर से	[248, 586, 352, 681]
bali-byline: पीपुल्स संवाददाता ● इंदौर	[14, 1204, 122, 1215]
lead-mobile: मो.नं. 9009585701	[14, 221, 76, 229]
section-title: अपना इंदौर	[426, 9, 519, 35]
imc-table-cell: 4	[606, 1020, 618, 1037]
cow-headline: गाय को राष्ट्रीय पशु घोषित करने का काम यही सरकार कर सकती है : मूंदड़ा	[704, 482, 934, 526]
dewas-column-header: क्र.	[254, 1206, 268, 1223]
horticulture-notice-title	[248, 732, 348, 852]
imc-table-cell: ₹2,000/- ₹10,000/-	[835, 1020, 881, 1037]
bill-column-4: सर्वर तक पहुंच जाएगी। फिर कनेक्शन अपने आप जुड़ जाएगा। प्रबंध निदेशक रजनी सिंह ने बताया कि पहले चरण में यह सुविधा 2020 से 2024 के बीच लगे 7.25 लाख स्मार्ट मीटर से संबद्ध उपभोक्ताओं को दी गई है। इस आधार के पहले के स्मार्ट मीटर वाले उपभोक्ताओं को भी यह सुविधा प्रदान करने के लिए विभागीय तौर पर कार्य किया जा रहा है। प्रबंध निदेशक रजनी सिंह ने ऑटोमेशन करने के लिए सूचना प्रौद्योगिकी शाखा और स्मार्ट मीटर शाखा की टीम को बधाई देते हुए कहा कि उनकी मेहनत से ही उपभोक्ताओं को सौगात दी जा सकी है।	[586, 556, 694, 660]
imc-table-cell: जोन क्र. 01 वार्ड क्र. 07 के अंतर्गत विभिन्न क्षेत्रों में चेम्बर निर्माण एवं ड्रेनेज लाइन का कार्य।	[674, 987, 789, 1004]
